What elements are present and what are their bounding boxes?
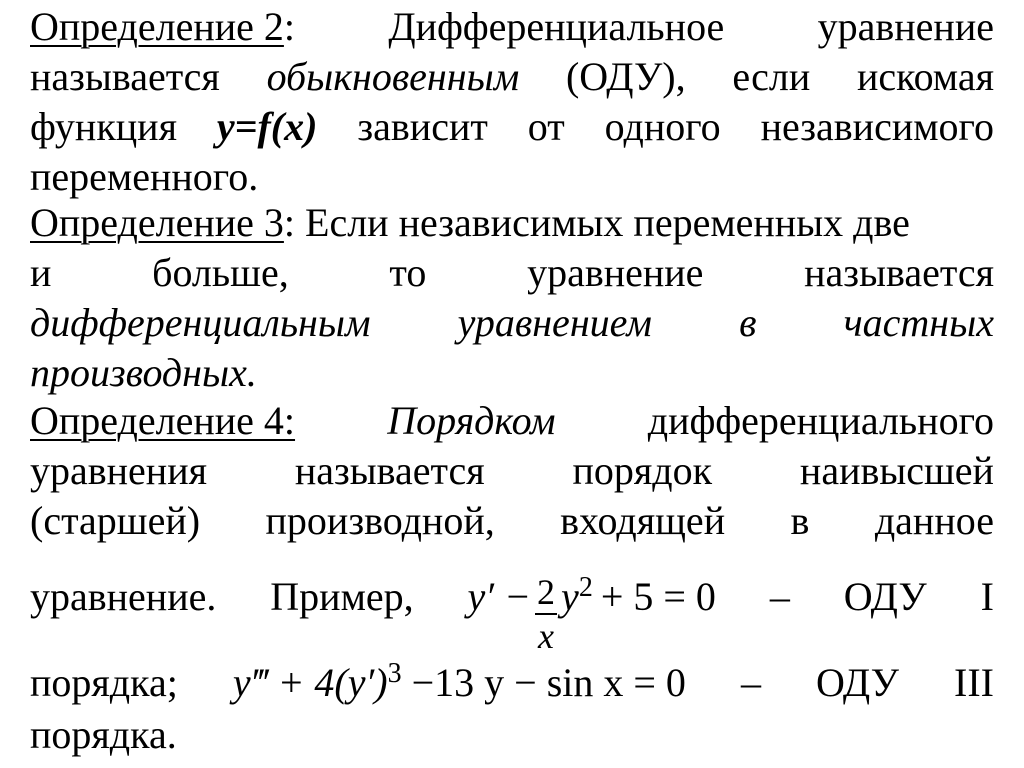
def4-text: производной, [265, 498, 495, 543]
eq1-y: y [561, 574, 579, 619]
def3-text: называется [804, 250, 994, 295]
def3-heading [30, 200, 910, 246]
eq2-type: ОДУ [816, 660, 899, 705]
def4-text: (старшей) [30, 498, 201, 543]
def3-line-4 [30, 350, 994, 396]
def4-text: Пример, [270, 574, 414, 619]
eq1-dash: – [769, 574, 790, 619]
def2-text: называется [30, 54, 220, 99]
def4-text: дифференциального [647, 398, 994, 443]
def2-abbrev: (ОДУ), [565, 54, 686, 99]
def2-line-1 [30, 4, 994, 50]
eq1-type: ОДУ [843, 574, 927, 619]
def2-word-1: Дифференциальное [388, 4, 725, 49]
eq1-fraction [535, 573, 557, 655]
def2-word-2: уравнение [817, 4, 994, 49]
def4-label: Определение 4: [30, 398, 296, 443]
def2-colon: : [283, 4, 296, 49]
def2-text: от [527, 104, 565, 149]
def3-term: частных [843, 300, 994, 345]
def4-text: данное [874, 498, 994, 543]
eq2-dash: – [740, 660, 761, 705]
def2-line-3 [30, 104, 994, 150]
eq2-rest: −13 y − sin x = 0 [411, 660, 686, 705]
def2-label: Определение 2 [30, 4, 284, 49]
def2-line-2 [30, 54, 994, 100]
equation-2 [233, 660, 686, 711]
def3-term: дифференциальным [30, 300, 371, 345]
eq1-rest: + 5 = 0 [600, 574, 716, 619]
def2-text: зависит [357, 104, 488, 149]
def2-function: y=f(x) [216, 104, 318, 149]
def3-text: то [389, 250, 427, 295]
def4-line-2 [30, 448, 994, 494]
equation-1 [468, 574, 716, 661]
def4-line-3 [30, 498, 994, 544]
def2-text: если [732, 54, 811, 99]
def4-text: наивысшей [799, 448, 994, 493]
def2-text: искомая [857, 54, 994, 99]
def4-text: порядок [572, 448, 713, 493]
eq2-order: III [954, 660, 994, 705]
def4-term: Порядком [387, 398, 556, 443]
def4-text: в [790, 498, 810, 543]
def3-line-2 [30, 250, 994, 296]
eq2-lhs: y‴ + 4(y′) [232, 660, 388, 705]
eq2-power: 3 [387, 658, 402, 689]
eq1-lhs: y′ − [467, 574, 532, 619]
def3-text: уравнение [527, 250, 704, 295]
eq1-power: 2 [578, 572, 593, 603]
def4-text: уравнение. [30, 574, 217, 619]
def3-text: и [30, 250, 52, 295]
def4-line-6 [30, 712, 994, 758]
def4-text: порядка. [30, 712, 177, 757]
def4-text: порядка; [30, 660, 178, 705]
def4-text: входящей [560, 498, 726, 543]
def3-term: в [739, 300, 757, 345]
def3-term: производных. [30, 350, 257, 395]
def2-text: одного [604, 104, 721, 149]
def3-text: больше, [152, 250, 289, 295]
def2-term: обыкновенным [266, 54, 520, 99]
eq1-numerator: 2 [535, 573, 557, 615]
def4-text: уравнения [30, 448, 208, 493]
def2-text: функция [30, 104, 177, 149]
def4-line-4 [30, 574, 994, 661]
def4-line-5 [30, 660, 994, 711]
eq1-order: I [980, 574, 994, 619]
def3-term: уравнением [457, 300, 652, 345]
def3-text: : Если независимых переменных две [283, 200, 910, 245]
def3-line-3 [30, 300, 994, 346]
def2-text: независимого [760, 104, 994, 149]
def4-text: называется [294, 448, 485, 493]
def2-line-4 [30, 154, 994, 200]
def4-line-1 [30, 398, 994, 444]
def2-text: переменного. [30, 154, 259, 199]
def3-label: Определение 3 [30, 200, 284, 245]
def2-heading [30, 4, 295, 50]
eq1-denominator: x [538, 616, 555, 656]
def3-line-1 [30, 200, 994, 246]
